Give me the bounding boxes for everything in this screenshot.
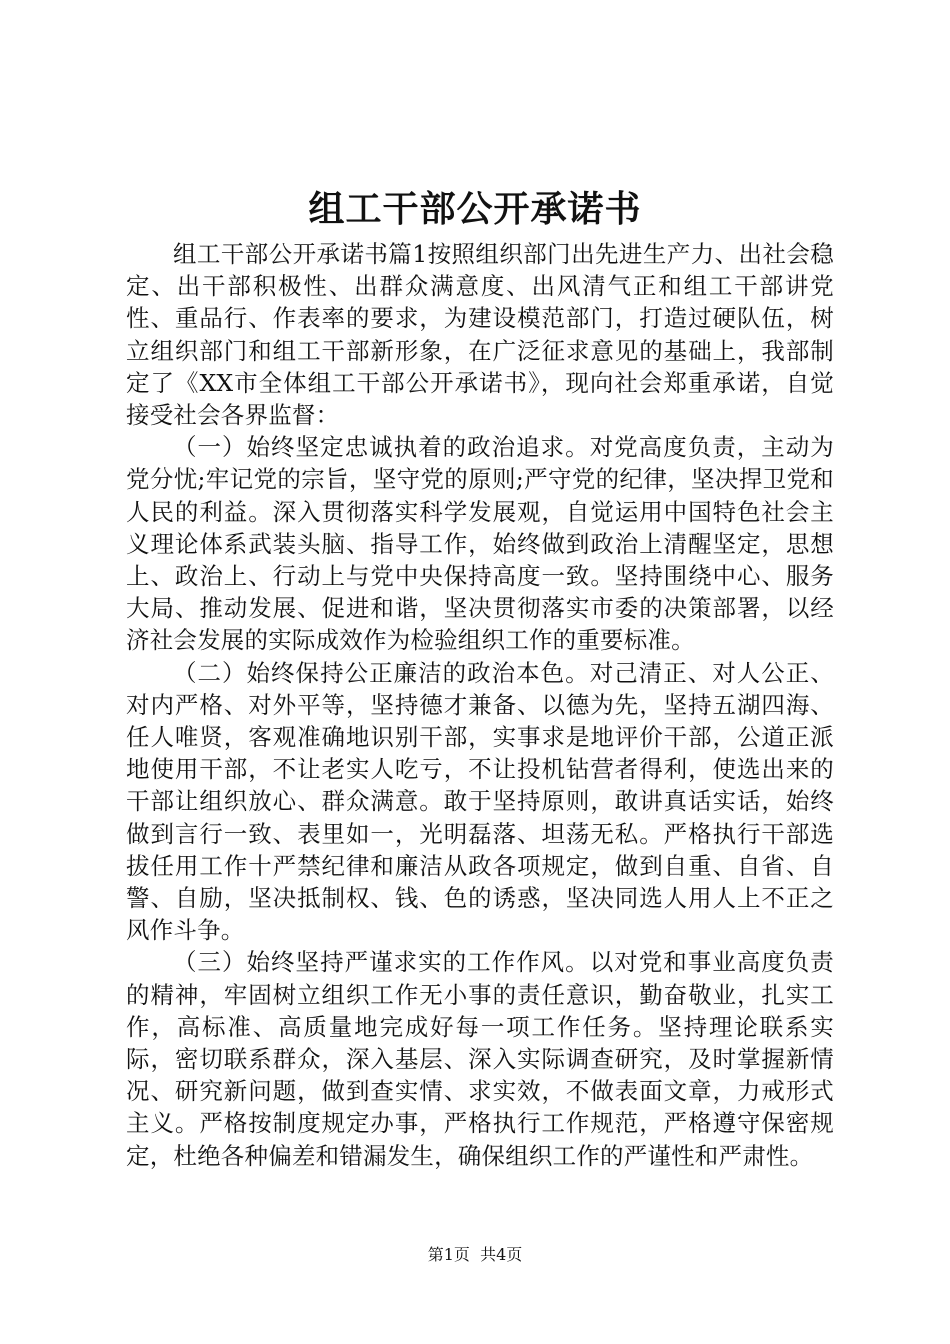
document-body [126, 238, 834, 1172]
paragraph-section-1: （一）始终坚定忠诚执着的政治追求。对党高度负责，主动为党分忧;牢记党的宗旨，坚守党的原则;严守党的纪律，坚决捍卫党和人民的利益。深入贯彻落实科学发展观，自觉运用中国特色社会主义理论体系武装头脑、指导工作，始终做到政治上清醒坚定，思想上、政治上、行动上与党中央保持高度一致。坚持围绕中心、服务大局、推动发展、促进和谐，坚决贯彻落实市委的决策部署，以经济社会发展的实际成效作为检验组织工作的重要标准。 [126, 433, 834, 655]
page-number-footer: 第1页 共4页 [427, 1245, 523, 1264]
document-title: 组工干部公开承诺书 [308, 188, 642, 230]
paragraph-section-3: （三）始终坚持严谨求实的工作作风。以对党和事业高度负责的精神，牢固树立组织工作无小事的责任意识，勤奋敬业，扎实工作，高标准、高质量地完成好每一项工作任务。坚持理论联系实际，密切联系群众，深入基层、深入实际调查研究，及时掌握新情况、研究新问题，做到查实情、求实效，不做表面文章，力戒形式主义。严格按制度规定办事，严格执行工作规范，严格遵守保密规定，杜绝各种偏差和错漏发生，确保组织工作的严谨性和严肃性。 [126, 948, 834, 1170]
paragraph-intro: 组工干部公开承诺书篇1按照组织部门出先进生产力、出社会稳定、出干部积极性、出群众满意度、出风清气正和组工干部讲党性、重品行、作表率的要求，为建设模范部门，打造过硬队伍，树立组织部门和组工干部新形象，在广泛征求意见的基础上，我部制定了《XX市全体组工干部公开承诺书》，现向社会郑重承诺，自觉接受社会各界监督： [126, 240, 834, 430]
paragraph-section-2: （二）始终保持公正廉洁的政治本色。对己清正、对人公正、对内严格、对外平等，坚持德才兼备、以德为先，坚持五湖四海、任人唯贤，客观准确地识别干部，实事求是地评价干部，公道正派地使用干部，不让老实人吃亏，不让投机钻营者得利，使选出来的干部让组织放心、群众满意。敢于坚持原则，敢讲真话实话，始终做到言行一致、表里如一，光明磊落、坦荡无私。严格执行干部选拔任用工作十严禁纪律和廉洁从政各项规定，做到自重、自省、自警、自励，坚决抵制权、钱、色的诱惑，坚决同选人用人上不正之风作斗争。 [126, 658, 834, 945]
